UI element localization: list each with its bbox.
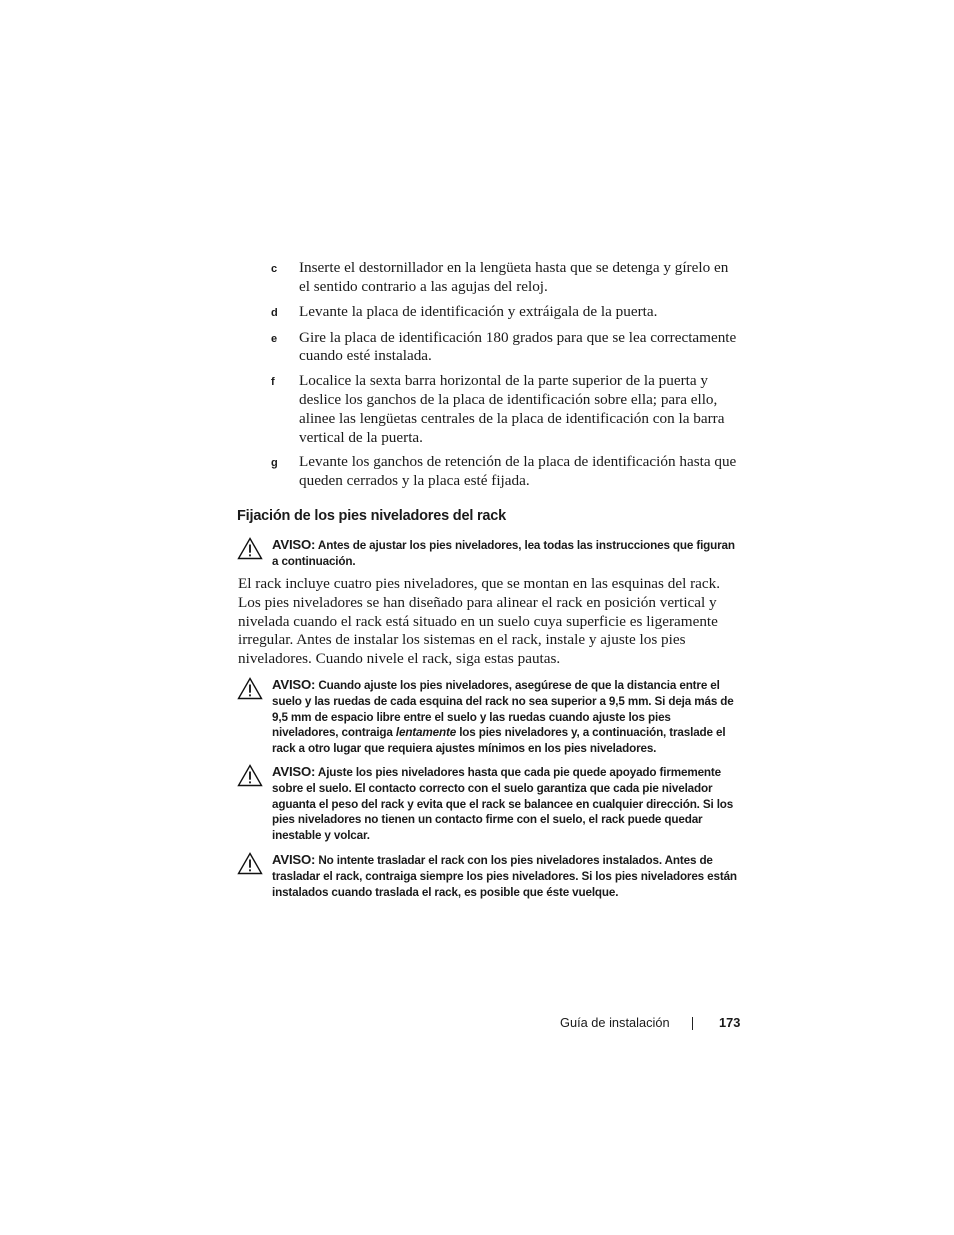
page-number: 173 <box>719 1015 741 1030</box>
warning-notice <box>237 677 737 757</box>
warning-notice <box>237 852 737 900</box>
warning-triangle-icon <box>237 764 272 844</box>
warning-notice <box>237 537 737 570</box>
step-letter: d <box>271 306 278 319</box>
step-item <box>271 303 741 323</box>
step-item <box>271 453 741 491</box>
step-letter: f <box>271 376 275 389</box>
notice-text: los pies niveladores y, a continuación, traslade el rack a otro lugar que requiera ajustes mínimos en los pies niveladores. <box>272 726 726 756</box>
notice-emphasis: lentamente <box>395 726 457 740</box>
step-text: Localice la sexta barra horizontal de la parte superior de la puerta y deslice los ganchos de la placa de identificación sobre ella; para ello, alinee las lengüetas centrales de la placa de identificación con la barra vertical de la puerta. <box>299 372 725 446</box>
notice-text: Antes de ajustar los pies niveladores, lea todas las instrucciones que figuran a continuación. <box>272 539 735 568</box>
warning-triangle-icon <box>237 537 272 570</box>
step-item <box>271 372 741 447</box>
notice-body <box>272 852 737 900</box>
warning-triangle-icon <box>237 852 272 900</box>
notice-label: AVISO: <box>272 764 316 779</box>
footer-separator <box>692 1017 693 1030</box>
step-item <box>271 329 741 367</box>
body-paragraph: El rack incluye cuatro pies niveladores, que se montan en las esquinas del rack. Los pies niveladores se han diseñado para alinear el rack en posición vertical y nivelada cuando el rack está situado en un suelo cuya superficie es ligeramente irregular. Antes de instalar los sistemas en el rack, instale y ajuste los pies niveladores. Cuando nivele el rack, siga estas pautas. <box>238 575 721 668</box>
notice-label: AVISO: <box>272 852 316 867</box>
step-letter: e <box>271 332 278 345</box>
notice-text: Cuando ajuste los pies niveladores, asegúrese de que la distancia entre el suelo y las ruedas de cada esquina del rack no sea superior a 9,5 mm. Si deja más de 9,5 mm de espacio libre entre el suelo y las ruedas cuando ajuste los pies niveladores, contraiga <box>272 679 734 740</box>
notice-text: No intente trasladar el rack con los pies niveladores instalados. Antes de trasladar el rack, contraiga siempre los pies niveladores. Si los pies niveladores están instalados cuando traslada el rack, es posible que éste vuelque. <box>272 854 737 899</box>
notice-body <box>272 537 737 570</box>
step-text: Inserte el destornillador en la lengüeta hasta que se detenga y gírelo en el sentido contrario a las agujas del reloj. <box>299 259 729 295</box>
step-item <box>271 259 741 297</box>
step-letter: c <box>271 263 278 275</box>
notice-body <box>272 764 737 844</box>
notice-label: AVISO: <box>272 537 316 552</box>
step-text: Levante los ganchos de retención de la placa de identificación hasta que queden cerrados y la placa esté fijada. <box>299 453 737 490</box>
step-text: Levante la placa de identificación y extráigala de la puerta. <box>299 302 658 320</box>
warning-notice <box>237 764 737 844</box>
notice-text: Ajuste los pies niveladores hasta que cada pie quede apoyado firmemente sobre el suelo. El contacto correcto con el suelo garantiza que cada pie nivelador aguanta el peso del rack y evita que el rack se balancee en cualquier dirección. Si los pies niveladores no tienen un contacto firme con el suelo, el rack puede quedar inestable y volcar. <box>272 766 734 843</box>
step-text: Gire la placa de identificación 180 grados para que se lea correctamente cuando esté instalada. <box>299 328 737 365</box>
footer-title: Guía de instalación <box>560 1015 670 1030</box>
notice-label: AVISO: <box>272 677 316 692</box>
warning-triangle-icon <box>237 677 272 757</box>
step-list <box>271 259 741 497</box>
notice-body <box>272 677 737 757</box>
step-letter: g <box>271 457 278 470</box>
section-heading: Fijación de los pies niveladores del rack <box>237 508 507 524</box>
